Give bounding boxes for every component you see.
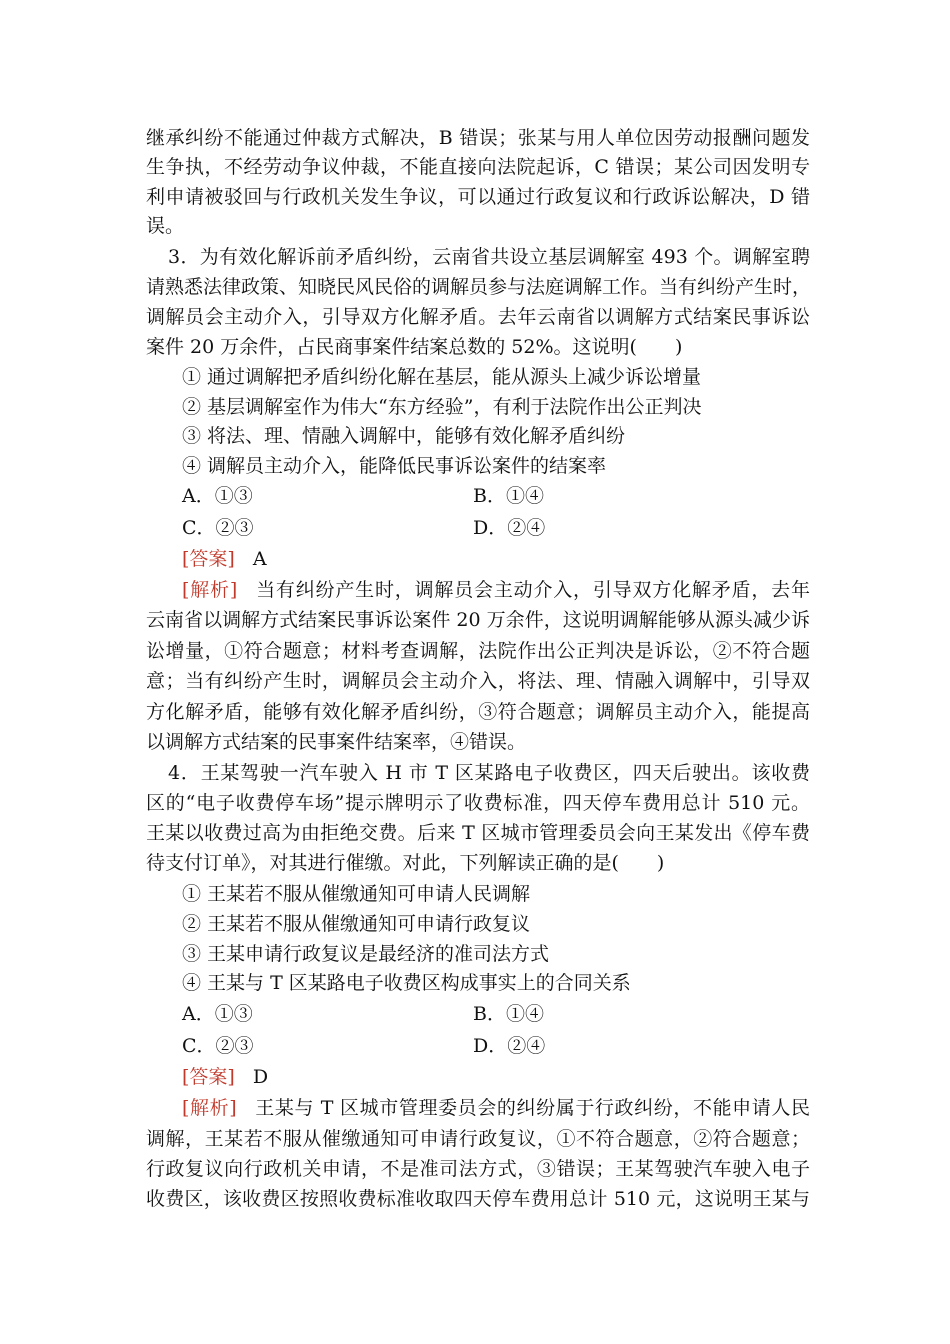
q4-analysis-first-line (182, 1093, 810, 1123)
q3-statement-2: ② 基层调解室作为伟大“东方经验”，有利于法院作出公正判决 (182, 396, 702, 418)
q3-analysis-first-line (182, 575, 810, 605)
q3-stem-line: 3．为有效化解诉前矛盾纠纷，云南省共设立基层调解室 493 个。调解室聘 (168, 246, 810, 268)
q3-stem-line: 案件 20 万余件，占民商事案件结案总数的 52%。这说明( ) (146, 336, 683, 358)
q4-analysis-line: 收费区，该收费区按照收费标准收取四天停车费用总计 510 元，这说明王某与 (146, 1188, 810, 1210)
q4-stem-line: 王某以收费过高为由拒绝交费。后来 T 区城市管理委员会向王某发出《停车费 (146, 822, 810, 844)
q3-option-d: D．②④ (473, 517, 546, 539)
q4-stem-line: 4．王某驾驶一汽车驶入 H 市 T 区某路电子收费区，四天后驶出。该收费 (168, 762, 810, 784)
q4-answer: D (252, 1066, 269, 1088)
q3-answer-row (182, 544, 267, 574)
q3-statement-4: ④ 调解员主动介入，能降低民事诉讼案件的结案率 (182, 455, 607, 477)
q3-analysis-line: 方化解矛盾，能够有效化解矛盾纠纷，③符合题意；调解员主动介入，能提高 (146, 701, 810, 723)
q3-statement-1: ① 通过调解把矛盾纠纷化解在基层，能从源头上减少诉讼增量 (182, 366, 702, 388)
prev-explanation-line: 继承纠纷不能通过仲裁方式解决，B 错误；张某与用人单位因劳动报酬问题发 (146, 127, 810, 149)
q4-option-b: B．①④ (473, 1003, 544, 1025)
q3-option-c: C．②③ (182, 517, 254, 539)
q4-stem-line: 区的“电子收费停车场”提示牌明示了收费标准，四天停车费用总计 510 元。 (146, 792, 810, 814)
q4-statement-4: ④ 王某与 T 区某路电子收费区构成事实上的合同关系 (182, 972, 631, 994)
q3-analysis-line: 当有纠纷产生时，调解员会主动介入，引导双方化解矛盾，去年 (255, 579, 810, 601)
q3-analysis-line: 云南省以调解方式结案民事诉讼案件 20 万余件，这说明调解能够从源头减少诉 (146, 609, 810, 631)
q4-option-d: D．②④ (473, 1035, 546, 1057)
q4-statement-2: ② 王某若不服从催缴通知可申请行政复议 (182, 913, 531, 935)
answer-label: [答案] (182, 548, 235, 570)
q4-option-c: C．②③ (182, 1035, 254, 1057)
q3-option-a: A．①③ (182, 485, 253, 507)
q4-analysis-line: 行政复议向行政机关申请，不是准司法方式，③错误；王某驾驶汽车驶入电子 (146, 1158, 810, 1180)
q3-answer: A (252, 548, 267, 570)
q3-analysis-line: 讼增量，①符合题意；材料考查调解，法院作出公正判决是诉讼，②不符合题 (146, 640, 810, 662)
analysis-label: [解析] (182, 579, 238, 601)
q4-statement-1: ① 王某若不服从催缴通知可申请人民调解 (182, 883, 531, 905)
q4-analysis-line: 调解，王某若不服从催缴通知可申请行政复议，①不符合题意，②符合题意； (146, 1128, 810, 1150)
prev-explanation-line: 利申请被驳回与行政机关发生争议，可以通过行政复议和行政诉讼解决，D 错 (146, 186, 810, 208)
q3-stem-line: 调解员会主动介入，引导双方化解矛盾。去年云南省以调解方式结案民事诉讼 (146, 306, 810, 328)
q4-answer-row (182, 1062, 268, 1092)
prev-explanation-line: 生争执，不经劳动争议仲裁，不能直接向法院起诉，C 错误；某公司因发明专 (146, 156, 810, 178)
prev-explanation-line: 误。 (146, 215, 185, 237)
analysis-label: [解析] (182, 1097, 237, 1119)
q4-analysis-line: 王某与 T 区城市管理委员会的纠纷属于行政纠纷，不能申请人民 (254, 1097, 810, 1119)
q4-statement-3: ③ 王某申请行政复议是最经济的准司法方式 (182, 943, 550, 965)
q4-option-a: A．①③ (182, 1003, 253, 1025)
q3-analysis-line: 意；当有纠纷产生时，调解员会主动介入，将法、理、情融入调解中，引导双 (146, 670, 810, 692)
answer-label: [答案] (182, 1066, 235, 1088)
q3-stem-line: 请熟悉法律政策、知晓民风民俗的调解员参与法庭调解工作。当有纠纷产生时， (146, 276, 812, 298)
q3-statement-3: ③ 将法、理、情融入调解中，能够有效化解矛盾纠纷 (182, 425, 626, 447)
q3-analysis-line: 以调解方式结案的民事案件结案率，④错误。 (146, 731, 527, 753)
q4-stem-line: 待支付订单》，对其进行催缴。对此，下列解读正确的是( ) (146, 852, 665, 874)
q3-option-b: B．①④ (473, 485, 544, 507)
